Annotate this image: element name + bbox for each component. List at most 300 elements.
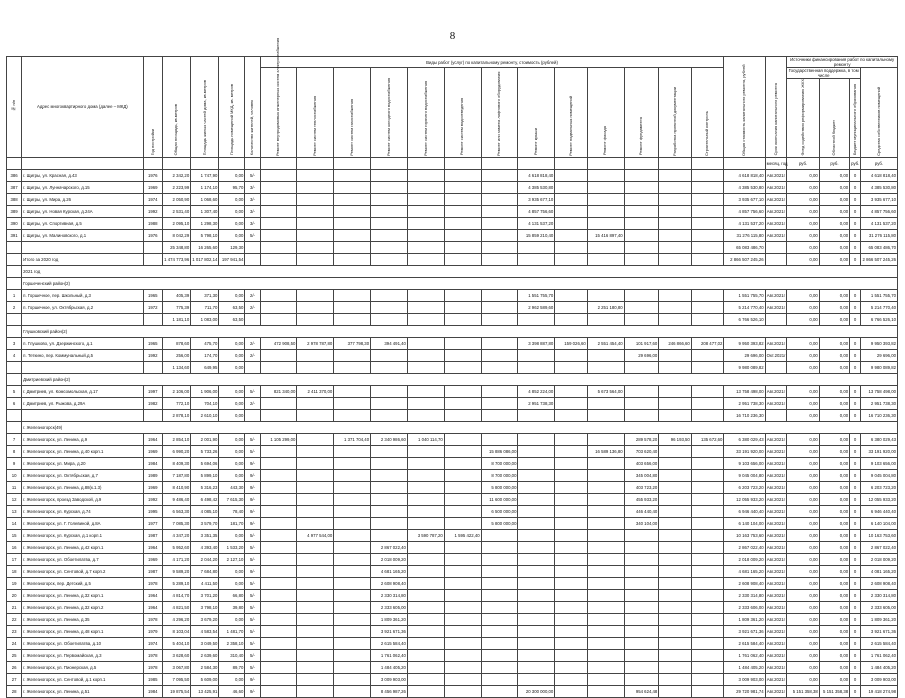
work-cost-cell: 821 340,00	[260, 385, 297, 397]
work-cost-cell	[555, 577, 588, 589]
work-cost-cell	[334, 217, 371, 229]
cell	[481, 253, 518, 265]
work-cost-cell	[444, 397, 481, 409]
work-cost-cell	[260, 217, 297, 229]
col-owners-header: Средства собственников помещений	[860, 68, 897, 158]
owners-cell: 3 009 903,00	[860, 673, 897, 685]
row-number: 26	[7, 661, 22, 673]
cell	[297, 361, 334, 373]
work-cost-cell	[407, 481, 444, 493]
work-cost-cell	[407, 625, 444, 637]
subtotal-owners: 9 980 089,82	[860, 361, 897, 373]
cell	[371, 409, 408, 421]
work-cost-cell	[555, 673, 588, 685]
work-cost-cell	[407, 229, 444, 241]
work-cost-cell	[444, 181, 481, 193]
total-cost-cell: 4 385 530,80	[724, 181, 765, 193]
fund-cell: 0,00	[787, 505, 820, 517]
work-cost-cell	[587, 217, 624, 229]
works-group-header: Виды работ (услуг) по капитальному ремонту, стоимость (рублей)	[260, 57, 724, 68]
subtotal-regional: 0,00	[819, 361, 849, 373]
work-cost-cell	[444, 169, 481, 181]
table-row	[7, 349, 898, 361]
work-cost-cell	[334, 541, 371, 553]
work-cost-cell	[555, 457, 588, 469]
row-number: 3	[7, 337, 22, 349]
deadline-cell: Авг.2021г	[765, 685, 787, 697]
cell	[765, 361, 787, 373]
cell	[587, 253, 624, 265]
premises-area-cell: 0,00	[219, 565, 245, 577]
address-cell: г. Щигры, ул. Новая Курская, д.24А	[22, 205, 143, 217]
cell	[334, 313, 371, 325]
total-area-cell: 2 223,99	[163, 181, 191, 193]
work-cost-cell	[624, 649, 659, 661]
year-cell: 1976	[143, 169, 163, 181]
work-cost-cell	[555, 181, 588, 193]
cell	[371, 313, 408, 325]
table-row	[7, 505, 898, 517]
cell	[659, 241, 692, 253]
total-area-cell: 7 095,50	[163, 673, 191, 685]
work-cost-cell	[587, 469, 624, 481]
work-cost-cell	[260, 673, 297, 685]
work-cost-cell	[659, 229, 692, 241]
cell	[691, 313, 724, 325]
owners-cell: 2 867 022,40	[860, 541, 897, 553]
cell	[371, 253, 408, 265]
work-cost-cell	[587, 205, 624, 217]
municipal-cell: 0	[850, 445, 861, 457]
total-cost-cell: 2 615 584,40	[724, 637, 765, 649]
capital-repair-register	[6, 37, 898, 698]
living-area-cell: 5 733,26	[191, 445, 219, 457]
col-municipal-header: Бюджет муниципального образования	[850, 79, 861, 158]
total-area-cell: 5 952,60	[163, 541, 191, 553]
floors-cell: 5/-	[245, 613, 260, 625]
total-area-cell: 5 289,10	[163, 577, 191, 589]
subtotal-living-area: 2 610,10	[191, 409, 219, 421]
total-cost-cell: 1 551 755,70	[724, 289, 765, 301]
work-cost-cell	[260, 229, 297, 241]
total-area-cell: 19 875,54	[163, 685, 191, 697]
living-area-cell: 5 694,06	[191, 457, 219, 469]
work-cost-cell	[587, 169, 624, 181]
table-row	[7, 649, 898, 661]
work-cost-cell	[481, 205, 518, 217]
total-cost-cell: 3 009 903,00	[724, 673, 765, 685]
table-row	[7, 565, 898, 577]
address-cell: г. Железногорск, ул. Ленина, д.9	[22, 433, 143, 445]
work-cost-cell	[555, 613, 588, 625]
work-cost-cell	[260, 637, 297, 649]
premises-area-cell: 95,70	[219, 181, 245, 193]
table-row	[7, 205, 898, 217]
row-number: 18	[7, 565, 22, 577]
work-cost-cell	[371, 481, 408, 493]
cell	[555, 409, 588, 421]
work-cost-cell: 4 852 224,00	[518, 385, 555, 397]
regional-cell: 5 151 358,38	[819, 685, 849, 697]
unit-rub: руб.	[787, 157, 820, 169]
work-cost-cell: 3 009 903,00	[371, 673, 408, 685]
owners-cell: 13 758 498,00	[860, 385, 897, 397]
work-cost-cell	[555, 589, 588, 601]
municipal-cell: 0	[850, 469, 861, 481]
work-cost-cell	[691, 505, 724, 517]
work-cost-cell: 8 700 000,00	[481, 457, 518, 469]
work-cost-cell	[481, 685, 518, 697]
fund-cell: 0,00	[787, 637, 820, 649]
year-cell: 1977	[143, 517, 163, 529]
work-cost-cell: 2 018 009,20	[371, 553, 408, 565]
deadline-cell: Авг.2021г	[765, 469, 787, 481]
total-area-cell: 3 628,60	[163, 649, 191, 661]
table-row	[7, 217, 898, 229]
work-cost-cell	[371, 505, 408, 517]
work-cost-cell	[444, 445, 481, 457]
municipal-cell: 0	[850, 589, 861, 601]
address-cell: г. Железногорск, ул. Курская, д.74	[22, 505, 143, 517]
living-area-cell: 1 307,40	[191, 205, 219, 217]
subtotal-fund: 0,00	[787, 313, 820, 325]
total-area-cell: 8 410,90	[163, 481, 191, 493]
deadline-cell: Авг.2021г	[765, 589, 787, 601]
fund-cell: 0,00	[787, 529, 820, 541]
work-cost-cell: 3 935 677,10	[518, 193, 555, 205]
owners-cell: 9 103 656,00	[860, 457, 897, 469]
section-row	[7, 421, 898, 433]
table-row	[7, 433, 898, 445]
living-area-cell: 3 701,20	[191, 589, 219, 601]
work-cost-cell: 4 618 818,40	[518, 169, 555, 181]
work-cost-cell	[691, 541, 724, 553]
work-cost-cell: 246 866,60	[659, 337, 692, 349]
living-area-cell: 2 639,60	[191, 649, 219, 661]
deadline-cell: Авг.2021г	[765, 517, 787, 529]
work-cost-cell	[444, 337, 481, 349]
premises-area-cell: 0,00	[219, 337, 245, 349]
unit-rub: руб.	[819, 157, 849, 169]
premises-area-cell: 181,70	[219, 517, 245, 529]
work-cost-cell	[407, 289, 444, 301]
work-cost-cell	[297, 649, 334, 661]
work-cost-cell	[297, 685, 334, 697]
col-number-header: № п/п	[7, 57, 22, 158]
work-cost-cell	[297, 169, 334, 181]
col-living-area-header: Площадь жилых частей дома, кв.метров	[191, 57, 219, 158]
work-cost-cell	[444, 649, 481, 661]
owners-cell: 31 276 115,80	[860, 229, 897, 241]
subtotal-area: 1 134,60	[163, 361, 191, 373]
year-cell: 1978	[143, 577, 163, 589]
address-cell: г. Дмитриев, ул. Комсомольская, д.17	[22, 385, 143, 397]
floors-cell: 2/-	[245, 337, 260, 349]
work-cost-cell	[407, 385, 444, 397]
work-cost-cell	[587, 433, 624, 445]
address-cell: г. Железногорск, ул. Ленина, д.48 корп.1	[22, 625, 143, 637]
col-deadline-header: Срок окончания капитального ремонта	[765, 57, 787, 158]
year-cell: 1964	[143, 589, 163, 601]
work-cost-cell	[518, 577, 555, 589]
regional-cell: 0,00	[819, 505, 849, 517]
work-cost-cell	[407, 505, 444, 517]
floors-cell: 2/-	[245, 349, 260, 361]
work-cost-cell	[659, 541, 692, 553]
cell	[518, 361, 555, 373]
regional-cell: 0,00	[819, 529, 849, 541]
subtotal-municipal: 0	[850, 241, 861, 253]
total-area-cell: 772,10	[163, 397, 191, 409]
fund-cell: 0,00	[787, 445, 820, 457]
living-area-cell: 3 351,35	[191, 529, 219, 541]
total-cost-cell: 2 867 022,40	[724, 541, 765, 553]
living-area-cell: 1 068,60	[191, 193, 219, 205]
cell	[444, 361, 481, 373]
work-cost-cell	[260, 469, 297, 481]
fund-cell: 0,00	[787, 589, 820, 601]
total-area-cell: 405,39	[163, 289, 191, 301]
year-cell: 1979	[143, 625, 163, 637]
work-type-header: Ремонт систем горячего водоснабжения	[407, 68, 444, 158]
premises-area-cell: 0,00	[219, 577, 245, 589]
total-area-cell: 9 589,20	[163, 565, 191, 577]
work-cost-cell	[444, 601, 481, 613]
work-cost-cell	[659, 481, 692, 493]
work-cost-cell	[587, 553, 624, 565]
subtotal-living-area: 1 017 802,14	[191, 253, 219, 265]
work-cost-cell	[624, 637, 659, 649]
work-cost-cell	[444, 229, 481, 241]
subtotal-premises-area: 129,30	[219, 241, 245, 253]
work-cost-cell: 340 104,00	[624, 517, 659, 529]
subtotal-fund: 0,00	[787, 241, 820, 253]
premises-area-cell: 1 533,20	[219, 541, 245, 553]
total-cost-cell: 2 330 314,80	[724, 589, 765, 601]
work-cost-cell	[260, 541, 297, 553]
deadline-cell: Авг.2021г	[765, 577, 787, 589]
work-cost-cell	[407, 445, 444, 457]
floors-cell: 5/-	[245, 553, 260, 565]
subtotal-owners: 16 710 236,30	[860, 409, 897, 421]
cell	[659, 253, 692, 265]
municipal-cell: 0	[850, 541, 861, 553]
work-cost-cell	[297, 505, 334, 517]
work-cost-cell	[407, 637, 444, 649]
premises-area-cell: 0,00	[219, 397, 245, 409]
work-cost-cell	[297, 397, 334, 409]
cell	[297, 409, 334, 421]
total-cost-cell: 33 191 920,00	[724, 445, 765, 457]
year-cell: 1965	[143, 289, 163, 301]
work-cost-cell	[334, 445, 371, 457]
row-number: 9	[7, 457, 22, 469]
regional-cell: 0,00	[819, 517, 849, 529]
cell	[245, 313, 260, 325]
subtotal-row	[7, 241, 898, 253]
work-cost-cell	[659, 685, 692, 697]
work-cost-cell	[371, 469, 408, 481]
owners-cell: 4 131 537,20	[860, 217, 897, 229]
work-cost-cell	[555, 553, 588, 565]
work-cost-cell	[481, 301, 518, 313]
deadline-cell: Авг.2021г	[765, 217, 787, 229]
regional-cell: 0,00	[819, 169, 849, 181]
work-cost-cell	[297, 625, 334, 637]
col-regional-header: Областной бюджет	[819, 79, 849, 158]
work-cost-cell	[407, 457, 444, 469]
total-cost-cell: 5 214 770,40	[724, 301, 765, 313]
address-cell: п. Глушково, ул. Дзержинского, д.1	[22, 337, 143, 349]
deadline-cell: Авг.2021г	[765, 529, 787, 541]
premises-area-cell: 0,00	[219, 445, 245, 457]
row-number: 28	[7, 685, 22, 697]
work-cost-cell	[334, 529, 371, 541]
work-cost-cell: 4 681 165,20	[371, 565, 408, 577]
row-number: 7	[7, 433, 22, 445]
work-cost-cell	[407, 553, 444, 565]
year-cell: 1969	[143, 553, 163, 565]
deadline-cell: Авг.2021г	[765, 553, 787, 565]
floors-cell: 9/-	[245, 457, 260, 469]
work-cost-cell	[334, 457, 371, 469]
work-cost-cell	[297, 541, 334, 553]
work-cost-cell	[624, 205, 659, 217]
work-cost-cell	[555, 445, 588, 457]
work-cost-cell	[555, 601, 588, 613]
year-cell: 1987	[143, 565, 163, 577]
work-cost-cell	[691, 685, 724, 697]
address-cell: г. Железногорск, ул. Октябрьская, д.7	[22, 469, 143, 481]
total-area-cell: 6 990,20	[163, 445, 191, 457]
municipal-cell: 0	[850, 457, 861, 469]
cell	[7, 241, 22, 253]
work-cost-cell	[297, 289, 334, 301]
work-cost-cell	[407, 193, 444, 205]
work-cost-cell	[555, 349, 588, 361]
work-cost-cell	[481, 625, 518, 637]
floors-cell: 3/-	[245, 205, 260, 217]
total-area-cell: 878,60	[163, 337, 191, 349]
address-cell: п. Теткино, пер. Коммунальный,д.5	[22, 349, 143, 361]
owners-cell: 6 203 723,20	[860, 481, 897, 493]
municipal-cell: 0	[850, 493, 861, 505]
address-cell: г. Железногорск, ул. Сентовой, д.1 корп.1	[22, 673, 143, 685]
table-row	[7, 613, 898, 625]
work-cost-cell	[624, 613, 659, 625]
floors-cell: 5/-	[245, 661, 260, 673]
work-cost-cell: 8 700 000,00	[481, 469, 518, 481]
work-type-header: Строительный контроль	[691, 68, 724, 158]
work-cost-cell	[334, 481, 371, 493]
work-cost-cell	[334, 289, 371, 301]
work-cost-cell	[659, 673, 692, 685]
cell	[334, 409, 371, 421]
work-cost-cell	[691, 493, 724, 505]
row-number: 14	[7, 517, 22, 529]
regional-cell: 0,00	[819, 481, 849, 493]
year-cell: 1992	[143, 349, 163, 361]
subtotal-cost: 9 980 089,82	[724, 361, 765, 373]
section-title: г. Железногорск(49)	[22, 421, 898, 433]
work-cost-cell	[260, 625, 297, 637]
work-cost-cell	[297, 469, 334, 481]
deadline-cell: Авг.2021г	[765, 661, 787, 673]
address-cell: г. Железногорск, ул. Первомайская, д.3	[22, 649, 143, 661]
premises-area-cell: 0,00	[219, 349, 245, 361]
fund-cell: 0,00	[787, 577, 820, 589]
work-cost-cell	[518, 553, 555, 565]
unit-rub: руб.	[850, 157, 861, 169]
table-row	[7, 301, 898, 313]
cell	[624, 313, 659, 325]
total-cost-cell: 6 946 440,40	[724, 505, 765, 517]
work-cost-cell	[587, 517, 624, 529]
work-cost-cell: 2 551 454,40	[587, 337, 624, 349]
subtotal-municipal: 0	[850, 313, 861, 325]
premises-area-cell: 0,00	[219, 385, 245, 397]
municipal-cell: 0	[850, 577, 861, 589]
cell	[518, 253, 555, 265]
municipal-cell: 0	[850, 505, 861, 517]
subtotal-label	[22, 409, 143, 421]
work-cost-cell	[260, 205, 297, 217]
fund-cell: 0,00	[787, 565, 820, 577]
work-cost-cell	[297, 493, 334, 505]
floors-cell: 2/-	[245, 397, 260, 409]
work-type-header: Ремонт или замена лифтового оборудования	[481, 68, 518, 158]
work-cost-cell	[691, 589, 724, 601]
address-cell: г. Железногорск, ул. Ленина, д.51	[22, 685, 143, 697]
work-cost-cell	[334, 181, 371, 193]
cell	[260, 409, 297, 421]
cell	[143, 361, 163, 373]
work-cost-cell	[481, 565, 518, 577]
total-cost-cell: 2 608 908,40	[724, 577, 765, 589]
work-cost-cell	[624, 661, 659, 673]
work-cost-cell	[260, 301, 297, 313]
work-cost-cell	[555, 529, 588, 541]
total-cost-cell: 2 333 606,00	[724, 601, 765, 613]
regional-cell: 0,00	[819, 625, 849, 637]
work-type-header: Ремонт подвальных помещений	[555, 68, 588, 158]
regional-cell: 0,00	[819, 349, 849, 361]
fund-cell: 0,00	[787, 541, 820, 553]
work-cost-cell	[691, 349, 724, 361]
premises-area-cell: 0,00	[219, 289, 245, 301]
floors-cell: 9/-	[245, 493, 260, 505]
fund-cell: 0,00	[787, 517, 820, 529]
table-row	[7, 529, 898, 541]
work-cost-cell	[659, 301, 692, 313]
fund-cell: 0,00	[787, 493, 820, 505]
owners-cell: 6 946 440,40	[860, 505, 897, 517]
municipal-cell: 0	[850, 181, 861, 193]
work-cost-cell	[555, 397, 588, 409]
fund-cell: 5 151 358,38	[787, 685, 820, 697]
total-area-cell: 6 563,30	[163, 505, 191, 517]
work-cost-cell	[659, 457, 692, 469]
work-cost-cell	[659, 445, 692, 457]
row-number: 4	[7, 349, 22, 361]
address-cell: г. Железногорск, пер. Детский, д.5	[22, 577, 143, 589]
work-cost-cell	[260, 685, 297, 697]
floors-cell: 2/-	[245, 301, 260, 313]
address-cell: г. Железногорск, ул. Ленина, д.42 корп.1	[22, 541, 143, 553]
subtotal-row	[7, 313, 898, 325]
year-cell: 1969	[143, 181, 163, 193]
total-area-cell: 4 171,20	[163, 553, 191, 565]
